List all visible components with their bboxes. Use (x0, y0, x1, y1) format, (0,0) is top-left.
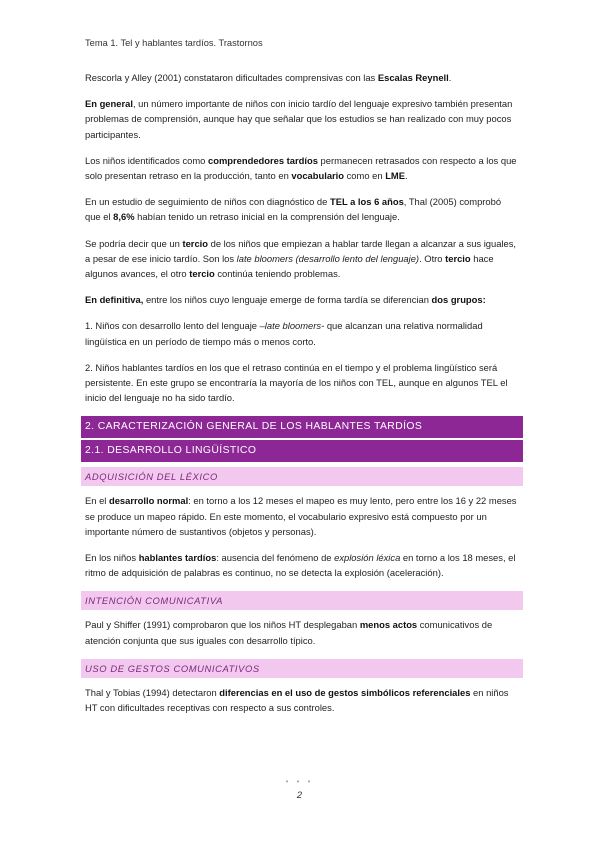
bold-text: diferencias en el uso de gestos simbólicos referenciales (219, 686, 471, 698)
text: Paul y Shiffer (1991) comprobaron que los niños HT desplegaban (85, 619, 360, 631)
page-content (85, 70, 519, 726)
bold-text: LME (385, 170, 405, 182)
text: en torno a los 18 meses, el ritmo de adquisición de palabras es continuo, no se detecta la explosión (aceleración). (85, 552, 516, 579)
text: : ausencia del fenómeno de (216, 552, 335, 564)
text: 2. Niños hablantes tardíos en los que el retraso continúa en el tiempo y el problema lingüístico será persistente. En este grupo se encontraría la mayoría de los niños con TEL, aunque en algunos TEL el inicio del lenguaje no ha sido tardío. (85, 361, 508, 404)
bold-text: dos grupos: (431, 294, 486, 306)
bold-text: 8,6% (113, 211, 135, 223)
paragraph (85, 96, 519, 142)
text: permanecen retrasados con respecto a los que solo presentan retraso en la producción, tanto en (85, 154, 517, 182)
bold-text: En definitiva, (85, 294, 144, 306)
paragraph (85, 493, 519, 539)
paragraph (85, 194, 519, 224)
text: Rescorla y Alley (2001) constataron dificultades comprensivas con las (85, 72, 378, 83)
paragraph (85, 70, 519, 85)
text: hace algunos avances, el otro (85, 252, 494, 280)
text: de los niños que empiezan a hablar tarde llegan a alcanzar a sus iguales, a pesar de ese inicio tardío. Son los (85, 237, 517, 264)
italic-text: late bloomers (desarrollo lento del lenguaje) (236, 252, 420, 264)
bold-text: tercio (182, 237, 208, 249)
text: en niños HT con dificultades receptivas con respecto a sus controles. (85, 686, 509, 714)
text: . (404, 170, 408, 182)
bold-text: tercio (445, 252, 471, 264)
page-number: 2 (296, 790, 303, 800)
italic-text: explosión léxica (334, 552, 401, 564)
list-item (85, 360, 519, 406)
running-header: Tema 1. Tel y hablantes tardíos. Trastornos (85, 38, 263, 48)
text: : en torno a los 12 meses el mapeo es muy lento, pero entre los 16 y 22 meses se produce un mapeo rápido. En este momento, el vocabulario expresivo está compuesto por un importante número de sustantivos (objetos y personas). (85, 495, 517, 537)
footer-ornament-dots: • • • (285, 777, 314, 786)
text: continúa teniendo problemas. (214, 268, 341, 280)
text: Se podría decir que un (85, 237, 183, 249)
bold-text: hablantes tardíos (138, 552, 217, 564)
bold-text: TEL a los 6 años (329, 196, 404, 208)
bold-text: menos actos (359, 619, 418, 631)
text: 1. Niños con desarrollo lento del lenguaje (85, 320, 260, 332)
bold-text: Escalas Reynell (377, 72, 449, 83)
text: , un número importante de niños con inicio tardío del lenguaje expresivo también presentan problemas de comprensión, aunque hay que señalar que los estudios se han realizado con muy pocos participantes. (85, 98, 513, 140)
topic-heading-intencion: INTENCIÓN COMUNICATIVA (81, 591, 523, 610)
paragraph (85, 685, 519, 715)
paragraph (85, 236, 519, 282)
text: . Otro (419, 252, 446, 264)
paragraph (85, 153, 519, 183)
list-item (85, 318, 519, 348)
paragraph (85, 292, 519, 307)
text: Thal y Tobias (1994) detectaron (85, 686, 220, 698)
subsection-heading: 2.1. DESARROLLO LINGÜÍSTICO (81, 440, 523, 462)
paragraph (85, 617, 519, 647)
bold-text: En general (85, 98, 133, 110)
bold-text: tercio (189, 268, 215, 280)
text: En los niños (85, 552, 139, 564)
text: , Thal (2005) comprobó que el (85, 196, 502, 223)
section-heading: 2. CARACTERIZACIÓN GENERAL DE LOS HABLANTES TARDÍOS (81, 416, 523, 438)
text: Los niños identificados como (85, 154, 208, 166)
paragraph (85, 550, 519, 580)
text: En el (85, 495, 109, 507)
bold-text: vocabulario (291, 170, 345, 182)
text: comunicativos de atención conjunta que sus iguales con desarrollo típico. (85, 619, 493, 646)
topic-heading-gestos: USO DE GESTOS COMUNICATIVOS (81, 659, 523, 678)
text: . (448, 72, 452, 83)
text: como en (344, 170, 386, 182)
bold-text: desarrollo normal (108, 495, 189, 507)
text: En un estudio de seguimiento de niños con diagnóstico de (85, 196, 330, 208)
text: que alcanzan una relativa normalidad lingüística en un período de tiempo más o menos corto. (85, 320, 483, 347)
text: habían tenido un retraso inicial en la comprensión del lenguaje. (134, 211, 400, 223)
bold-text: comprendedores tardíos (208, 154, 318, 166)
topic-heading-lexico: ADQUISICIÓN DEL LÉXICO (81, 467, 523, 486)
section-heading-group (85, 416, 519, 462)
text: entre los niños cuyo lenguaje emerge de forma tardía se diferencian (143, 294, 432, 306)
italic-text: –late bloomers- (259, 320, 325, 332)
